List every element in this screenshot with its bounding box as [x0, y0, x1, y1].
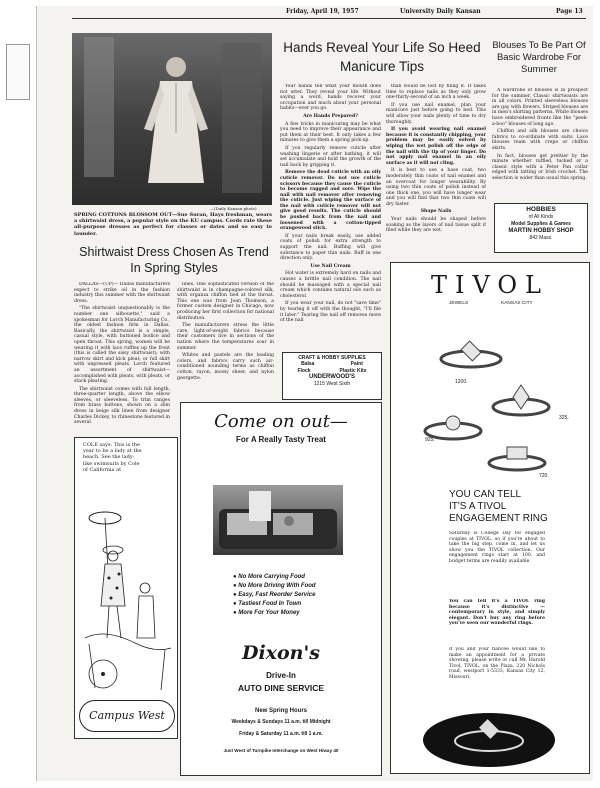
- ring-price: 1200.: [455, 379, 468, 385]
- dixons-subhead: For A Really Tasty Treat: [236, 435, 326, 444]
- shirtwaist-paragraph: Whites and pastels are the leading colors, and fabrics carry such air-conditioned sounding terms as chiffon cotton, rayon, mossy sheer, and nylon georgette.: [177, 353, 274, 381]
- dixons-bullet-text: More For Your Money: [238, 610, 300, 616]
- dixons-drive-in-ad: [180, 402, 382, 776]
- tivol-headline: [449, 489, 583, 525]
- craft-item: Balsa: [301, 361, 315, 368]
- campus-west-illustration: [75, 438, 177, 738]
- tivol-headline-line: ENGAGEMENT RING: [449, 513, 548, 524]
- hobbies-ad-store: MARTIN HOBBY SHOP: [508, 228, 574, 234]
- dixons-hours-weekend: Friday & Saturday 11 a.m. till 1 a.m.: [239, 731, 323, 737]
- tivol-headline-line: IT'S A TIVOL: [449, 501, 507, 512]
- dixons-bullet-text: No More Carrying Food: [238, 574, 305, 580]
- manicure-paragraph: Your hands tell what your mouth does not utter. They reveal your life. Without saying a word, hands recover your occupation and much about your personal habits—ever you go.: [280, 84, 381, 112]
- dixons-bullet-text: No More Driving With Food: [238, 583, 316, 589]
- dixons-service: AUTO DINE SERVICE: [237, 683, 325, 693]
- craft-hobby-ad: [282, 352, 382, 400]
- manicure-subhead: Are Hands Prepared?: [303, 113, 358, 119]
- tivol-paragraph-2: You can tell it's a TIVOL ring because it's distinctive —contemporary in style, and simply elegant. Don't buy any ring before you've seen our wonderful rings.: [449, 599, 545, 627]
- tivol-oval-ring-icon: [423, 713, 555, 767]
- campus-west-ad: [74, 437, 178, 739]
- craft-item: Plastic Kits: [339, 367, 367, 374]
- blouses-paragraph: Chiffon and silk blouses are choice fabrics to co-ordinate with suits. Lace blouses team with crepe or chiffon skirts.: [492, 129, 588, 151]
- tivol-rings-illustration: [391, 315, 589, 475]
- tivol-jewels: JEWELS: [449, 301, 469, 306]
- craft-ad-title: CRAFT & HOBBY SUPPLIES: [298, 355, 366, 361]
- manicure-paragraph: If you regularly remove cuticle after washing lingerie or after bathing, it will set accumulate and hold the growth of the nail back by gripping it.: [280, 145, 381, 168]
- ring-4: [489, 447, 545, 470]
- header-rule: [72, 18, 586, 19]
- manicure-paragraph: It is best to use a base coat, two moderately thin coats of nail enamel and an overcoat for longer wearability. By using two thin coats of polish instead of one thick one, you will have longer wear and you will find that two thin coats will dry faster.: [386, 168, 486, 207]
- manicure-paragraph: A few tricks in manicuring may be what you need to improve their appearance and put them at their best. It only takes a few minutes to give them a spring pick-up.: [280, 121, 381, 144]
- tivol-jewelry-ad: [390, 262, 590, 774]
- campus-west-logo: Campus West: [79, 700, 175, 732]
- craft-item: Paint: [350, 361, 363, 368]
- shirtwaist-paragraph: The shirtwaist comes with full length, three-quarter length, above the elbow sleeves, or sleeveless. To trim ranges from brass buttons, shown on a slim dress in beige silk linen from designer Charles Dickey, to rhinestone featured in several: [74, 386, 170, 426]
- photo-credit: —(Daily Kansan photo): [210, 206, 257, 211]
- manicure-paragraph: Remove the dead cuticle with an oily cuticle remover. Do not use cuticle scissors because they cause the cuticle to become ragged and sore. Wipe the nail with nail remover after removing the cuticle. Just wiping the surface of the nail with cuticle remover will not give good results. The cuticle should be pushed back from the nail and loosened with a cotton-tipped orangewood stick.: [280, 170, 381, 232]
- scan-left-margin: [0, 0, 36, 788]
- dixons-hours-weekdays: Weekdays & Sundays 11 a.m. till Midnight: [231, 719, 331, 725]
- manicure-paragraph: If you wear your nail, do not "save time" by tearing it off with the thought, "I'll file it later." Tearing the nail off removes more of the nail: [280, 301, 381, 324]
- manicure-column-1: [280, 84, 381, 352]
- manicure-paragraph: If your nails break easily, use added coats of polish for extra strength to support the nail. Buffing will give substance to paper thin nails. Buff in one direction only.: [280, 233, 381, 262]
- tivol-headline-line: YOU CAN TELL: [449, 489, 522, 500]
- tivol-paragraph-3: If you and your fiancee would like to make an appointment for a private showing, please write or call Mr. Harold Tivol, TIVOL, on the Plaza, 220 Nichols road, westport 1-5333, Kansas City 12, Missouri.: [449, 647, 545, 680]
- manicure-headline: Hands Reveal Your Life So Heed Manicure Tips: [283, 40, 481, 74]
- shirtwaist-column-1: [74, 282, 170, 435]
- ring-2: [493, 385, 549, 415]
- ring-price: 325.: [559, 415, 569, 421]
- photo-caption: SPRING COTTONS BLOSSOM OUT—Sue Suran, Hays freshman, wears a shirtwaist dress, a popular style on the KU campus. Cords rate these all-purpose dresses as perfect for classes or dates and so easy to launder.: [74, 212, 272, 237]
- manicure-subhead: Shape Nails: [420, 209, 452, 215]
- manicure-subhead: Use Nail Cream: [310, 263, 351, 269]
- ring-3: [425, 416, 481, 439]
- hobbies-ad-line-3: Model Supplies & Games: [511, 220, 571, 227]
- blouses-paragraph: A wardrobe of blouses is in prospect for the summer. Classic shirtwaists are in all colors. Printed sleeveless blouses are gay with flowers. Striped blouses are in men's shirting patterns. White blouses have embroidered fronts like the "peek-a-boo" blouses of long ago.: [492, 88, 588, 127]
- photo-figure: [72, 33, 272, 205]
- dixons-bullet: ● Tastiest Food In Town: [233, 601, 302, 607]
- shirtwaist-paragraph: "The shirtwaist unquestionably is the number one silhouette," said a spokesman for Lorch Manufacturing Co., the oldest fashion firm in Dallas. Basically, the shirtwaist is a simple, casual style, with buttoned bodice and open throat. This spring, women will be wearing it with lace ruffles up the front (this is called the sissy shirtwaist); with narrow skirt and kick pleat; or full skirt with unpressed pleats. Lorch featured an assortment of shirtwaist—accomplished with pleats, with pleats, or stack pleating.: [74, 306, 170, 385]
- manicure-paragraph: Your nails should be shaped before soaking as the layers of nail tissue split if filed while they are wet.: [386, 217, 486, 234]
- dixons-headline: Come on out—: [214, 411, 348, 432]
- dixons-logo: Dixon's: [241, 642, 321, 664]
- hobbies-ad: [494, 203, 588, 253]
- blouses-paragraph: In fact, blouses get prettier by the minute whether ruffled, tucked or a classic style with a Peter Pan collar edged with tatting or Irish crochet. The selection is wider than usual this spring.: [492, 153, 588, 181]
- dixons-bullet-list: [233, 573, 373, 618]
- shirtwaist-column-2: [177, 282, 274, 422]
- campus-west-ad-text: COLE says: This is the year to be a lady at the beach. See the lady-like swimsuits by Cole of California at: [83, 442, 142, 473]
- shirtwaist-paragraph: The manufacturers stress the little care, light-of-weight fabrics because their customers live in sections of the nation where the temperatures soar in summer.: [177, 323, 274, 351]
- dixons-drive-in: Drive-In: [266, 671, 296, 680]
- dixons-bullet: ● No More Driving With Food: [233, 583, 316, 589]
- tivol-paragraph-1: Saturday is College Day for engaged couples at TIVOL, so if you're about to take the big step, come in, and let us show you the TIVOL collection. Our engagement rings start at 100. and budget terms are readily available.: [449, 531, 545, 564]
- blouses-headline: Blouses To Be Part Of Basic Wardrobe For Summer: [492, 40, 586, 75]
- issue-date: Friday, April 19, 1957: [286, 8, 359, 15]
- craft-item: Flock: [297, 367, 311, 374]
- hobbies-ad-address: 842 Mass.: [529, 235, 553, 241]
- shirtwaist-paragraph: DALLAS—(UP)— Dallas manufacturers expect to strike oil in the fashion industry this summer with the shirtwaist dress.: [74, 282, 170, 304]
- tivol-city: KANSAS CITY: [501, 301, 533, 306]
- blouses-column: [492, 88, 588, 200]
- manicure-column-2: [386, 84, 486, 256]
- manicure-paragraph: than would be lost by filing it. It takes time to replace nails as they only grow one-thirty-second of an inch a week.: [386, 84, 486, 101]
- manicure-paragraph: If you avoid wearing nail enamel because it is constantly chipping, your problem may be easily solved by wiping the wet polish off the edge of the nail with the tip of your finger. Do not apply nail enamel in an oily surface as it will not cling.: [386, 127, 486, 166]
- hobbies-ad-line-2: of All Kinds: [528, 214, 554, 220]
- page-number: Page 13: [556, 8, 583, 15]
- ring-1: [441, 341, 501, 367]
- archive-tab: [6, 44, 30, 100]
- dixons-bullet-text: Easy, Fast Reorder Service: [238, 592, 316, 598]
- manicure-paragraph: Hot water is extremely hard on nails and causes a brittle nail condition. The nail should be massaged with a special nail cream which contains natural oils such as cholesterol.: [280, 271, 381, 299]
- manicure-paragraph: If you use nail enamel, plan your manicure just before going to bed. This will allow your nails plenty of time to dry thoroughly.: [386, 102, 486, 125]
- shirtwaist-paragraph: lines. One sophisticated version of the shirtwaist is in champagne-colored silk, with organza chiffon tied at the throat. This one was from Joan Thomson, a former custom designer in Chicago, now producing her first collection for national distribution.: [177, 282, 274, 321]
- dixons-bullet: ● More For Your Money: [233, 610, 300, 616]
- ring-price: 925.: [425, 437, 435, 443]
- car-photo-graphic: [213, 485, 343, 555]
- dixons-hours-title: New Spring Hours: [254, 708, 307, 714]
- ring-price: 720.: [539, 473, 549, 479]
- dixons-bullet-text: Tastiest Food In Town: [238, 601, 302, 607]
- dixons-car-photo: [213, 485, 343, 555]
- craft-ad-address: 1215 West Sixth: [313, 380, 351, 387]
- dixons-bullet: ● Easy, Fast Reorder Service: [233, 592, 316, 598]
- tivol-ring-oval: [423, 713, 555, 767]
- paper-name: University Daily Kansan: [400, 8, 481, 15]
- tivol-brand: TIVOL: [430, 271, 549, 299]
- shirtwaist-headline: Shirtwaist Dress Chosen As Trend In Spring Styles: [79, 245, 269, 275]
- fashion-photo: [72, 33, 272, 205]
- dixons-bullet: ● No More Carrying Food: [233, 574, 305, 580]
- dixons-location: Just West of Turnpike Interchange on West Hiway 40: [223, 748, 339, 753]
- hobbies-ad-line-1: HOBBIES: [526, 206, 556, 213]
- craft-ad-store: UNDERWOOD'S: [309, 374, 355, 381]
